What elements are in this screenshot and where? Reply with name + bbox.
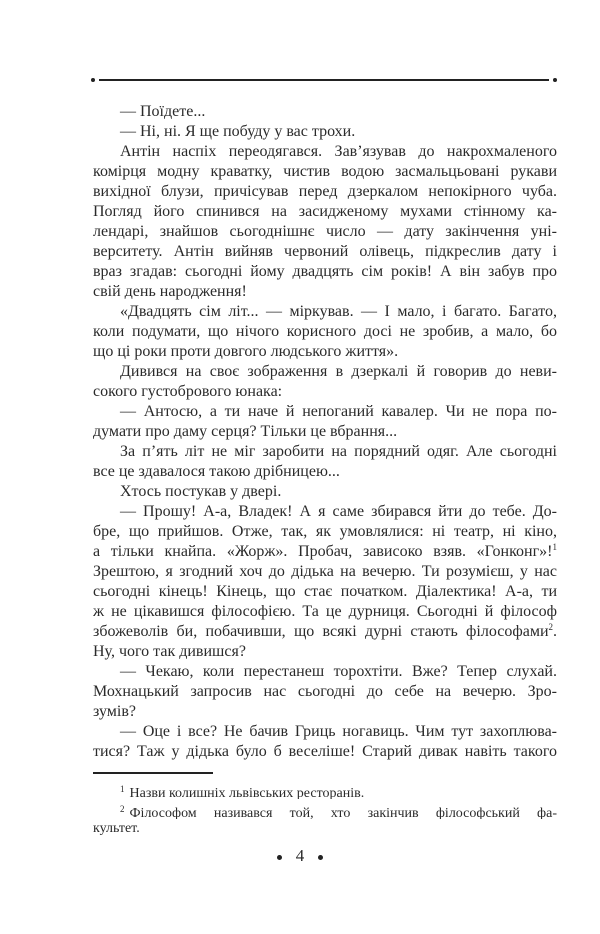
footnote-text: культет. [93, 821, 140, 836]
line-text: свій день народження! [93, 283, 247, 300]
line-text: За п’ять літ не міг заробити на порядний одяг. Але сьогодні [120, 443, 557, 460]
text-line [93, 142, 557, 162]
footnote-marker: 1 [552, 542, 557, 552]
text-line [93, 282, 557, 302]
text-line [93, 182, 557, 202]
text-line [93, 322, 557, 342]
text-line [93, 602, 557, 622]
rule-dot-right [553, 78, 557, 82]
line-text: враз згадав: сьогодні йому двадцять сім років! А він забув про [93, 263, 557, 280]
text-line [93, 482, 557, 502]
text-line [93, 642, 557, 662]
line-text: — Прошу! А-а, Владек! А я саме збирався йти до тебе. До- [120, 503, 557, 520]
text-line [93, 542, 557, 562]
footnote-marker: 2 [548, 622, 553, 632]
text-line [93, 302, 557, 322]
line-text: — Поїдете... [120, 103, 206, 120]
line-text: збожеволів би, побачивши, що всякі дурні стають філософами [93, 623, 549, 640]
line-text: сьогодні кінець! Кінець, що стає початком. Діалектика! А-а, ти [93, 583, 557, 600]
line-text: — Чекаю, коли перестанеш торохтіти. Вже? Тепер слухай. [120, 663, 557, 680]
footnote-text: Філософом називався той, хто закінчив філософський фа- [129, 806, 557, 819]
line-text: бре, що прийшов. Отже, так, як умовлялися: ні театр, ні кіно, [93, 523, 557, 540]
text-line [93, 202, 557, 222]
text-line [93, 702, 557, 722]
footnote-line [93, 779, 557, 799]
text-line [93, 742, 557, 762]
text-line [93, 242, 557, 262]
text-line [93, 562, 557, 582]
header-rule [91, 77, 557, 83]
text-line [93, 442, 557, 462]
line-text: Зрештою, я згодний хоч до дідька на вечерю. Ти розумієш, у нас [93, 563, 557, 580]
line-text: зумів? [93, 703, 136, 720]
line-text: коли подумати, що нічого корисного досі не зробив, а мало, бо [93, 323, 557, 340]
text-line [93, 522, 557, 542]
line-text: — Антосю, а ти наче й непоганий кавалер. Чи не пора по- [120, 403, 557, 420]
text-line [93, 402, 557, 422]
line-text: а тільки кнайпа. «Жорж». Пробач, зависоко взяв. «Гонконг»! [93, 543, 553, 560]
page-number-text: 4 [295, 846, 305, 865]
page-number [0, 846, 600, 866]
line-text: Хтось постукав у двері. [120, 483, 282, 500]
text-line [93, 622, 557, 642]
footnote-number: 1 [120, 784, 125, 794]
text-line [93, 422, 557, 442]
line-text: Ну, чого так дивишся? [93, 643, 246, 660]
footnote-separator [93, 772, 213, 774]
footnote-text: Назви колишніх львівських ресторанів. [129, 786, 365, 799]
line-text: — Ні, ні. Я ще побуду у вас трохи. [120, 123, 356, 140]
line-text: ж не цікавишся філософією. Та це дурниця. Сьогодні й філософ [93, 603, 557, 620]
text-line [93, 262, 557, 282]
text-line [93, 582, 557, 602]
text-line [93, 122, 557, 142]
line-text: вихідної блузи, причісував перед дзеркалом непокірного чуба. [93, 183, 557, 200]
footnote-number: 2 [120, 804, 125, 814]
body-text [93, 102, 557, 762]
line-text: лендарі, знайшов сьогоднішнє число — дату закінчення уні- [93, 223, 557, 240]
line-text: все це здавалося такою дрібницею... [93, 463, 340, 480]
text-line [93, 722, 557, 742]
text-line [93, 682, 557, 702]
line-text: комірця модну краватку, чистив водою засмальцьовані рукави [93, 163, 557, 180]
line-text-after: . [553, 623, 557, 640]
line-text: думати про даму серця? Тільки це вбрання... [93, 423, 398, 440]
rule-line [99, 79, 549, 81]
text-line [93, 462, 557, 482]
line-text: Погляд його спинився на засидженому мухами стінному ка- [93, 203, 557, 220]
line-text: тися? Таж у дідька було б веселіше! Старий дивак навіть такого [93, 743, 557, 760]
line-text: Антін наспіх переодягався. Зав’язував до накрохмаленого [120, 143, 557, 160]
text-line [93, 382, 557, 402]
line-text: Дивився на своє зображення в дзеркалі й говорив до неви- [120, 363, 557, 380]
footnotes [93, 779, 557, 839]
text-line [93, 342, 557, 362]
line-text: верситету. Антін вийняв червоний олівець, підкреслив дату і [93, 243, 557, 260]
line-text: сокого густобрового юнака: [93, 383, 283, 400]
rule-dot-left [91, 78, 95, 82]
text-line [93, 222, 557, 242]
text-line [93, 102, 557, 122]
line-text: що ці роки проти довгого людського життя». [93, 343, 399, 360]
footnote-line [93, 819, 557, 839]
footnote-line [93, 799, 557, 819]
line-text: «Двадцять сім літ... — міркував. — І мало, і багато. Багато, [120, 303, 557, 320]
text-line [93, 162, 557, 182]
bullet-left [277, 855, 282, 860]
line-text: Мохнацький запросив нас сьогодні до себе на вечерю. Зро- [93, 683, 557, 700]
text-line [93, 362, 557, 382]
text-line [93, 502, 557, 522]
text-line [93, 662, 557, 682]
line-text: — Оце і все? Не бачив Гриць ногавиць. Чим тут захоплюва- [120, 723, 557, 740]
bullet-right [318, 855, 323, 860]
